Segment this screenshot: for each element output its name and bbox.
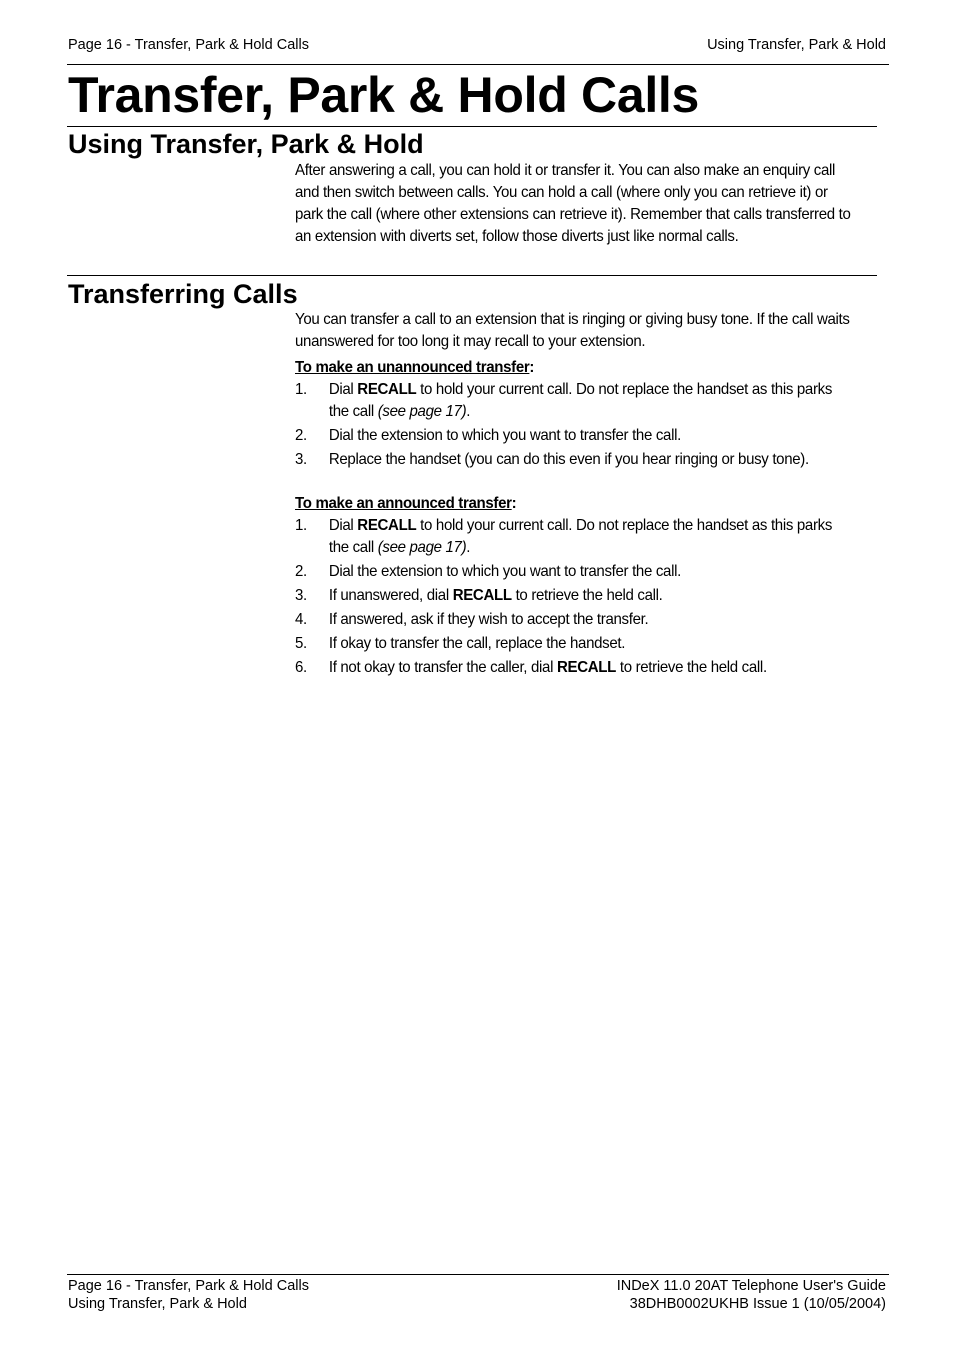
- footer-right: [617, 1277, 886, 1313]
- list-item: 5. If okay to transfer the call, replace the handset.: [295, 635, 626, 652]
- list-item: 3. Replace the handset (you can do this even if you hear ringing or busy tone).: [295, 451, 809, 468]
- header-rule: [67, 64, 889, 65]
- section-using-paragraph: After answering a call, you can hold it or transfer it. You can also make an enquiry call and then switch between calls. You can hold a call (where only you can retrieve it) or park the call (where other extensions can retrieve it). Remember that calls transferred to an extension with diverts set, follow those diverts just like normal calls.: [295, 162, 851, 245]
- section-transferring-intro: You can transfer a call to an extension that is ringing or giving busy tone. If the call waits unanswered for too long it may recall to your extension.: [295, 311, 850, 350]
- announced-steps: [295, 515, 853, 679]
- header-left: Page 16 - Transfer, Park & Hold Calls: [68, 37, 309, 53]
- list-item: 6. If not okay to transfer the caller, dial RECALL to retrieve the held call.: [295, 659, 767, 676]
- section-using-body: [295, 160, 853, 248]
- footer-right-line2: 38DHB0002UKHB Issue 1 (10/05/2004): [629, 1296, 886, 1312]
- footer-left-line1: Page 16 - Transfer, Park & Hold Calls: [68, 1278, 309, 1294]
- footer-right-line1: INDeX 11.0 20AT Telephone User's Guide: [616, 1278, 886, 1294]
- footer-rule: [67, 1274, 889, 1275]
- unannounced-steps: [295, 379, 853, 471]
- footer-left-line2: Using Transfer, Park & Hold: [68, 1296, 247, 1312]
- announced-heading-line: To make an announced transfer:: [295, 495, 517, 512]
- list-item: 1. Dial RECALL to hold your current call. Do not replace the handset as this parks the call (see page 17).: [295, 381, 833, 420]
- unannounced-heading-line: To make an unannounced transfer:: [295, 359, 535, 376]
- list-item: 3. If unanswered, dial RECALL to retrieve the held call.: [295, 587, 663, 604]
- unannounced-heading: To make an unannounced transfer: [295, 359, 530, 376]
- section-title-using: Using Transfer, Park & Hold: [68, 129, 424, 159]
- footer-left: [68, 1277, 309, 1313]
- section-rule: [67, 275, 877, 276]
- section-title-transferring: Transferring Calls: [68, 279, 298, 309]
- list-item: 2. Dial the extension to which you want to transfer the call.: [295, 563, 681, 580]
- chapter-rule: [67, 126, 877, 127]
- chapter-title: Transfer, Park & Hold Calls: [68, 67, 700, 123]
- list-item: 2. Dial the extension to which you want to transfer the call.: [295, 427, 681, 444]
- list-item: 1. Dial RECALL to hold your current call. Do not replace the handset as this parks the call (see page 17).: [295, 517, 833, 556]
- list-item: 4. If answered, ask if they wish to accept the transfer.: [295, 611, 649, 628]
- announced-heading: To make an announced transfer: [295, 495, 512, 512]
- header-right: Using Transfer, Park & Hold: [707, 37, 886, 53]
- section-transferring-body: [295, 309, 853, 681]
